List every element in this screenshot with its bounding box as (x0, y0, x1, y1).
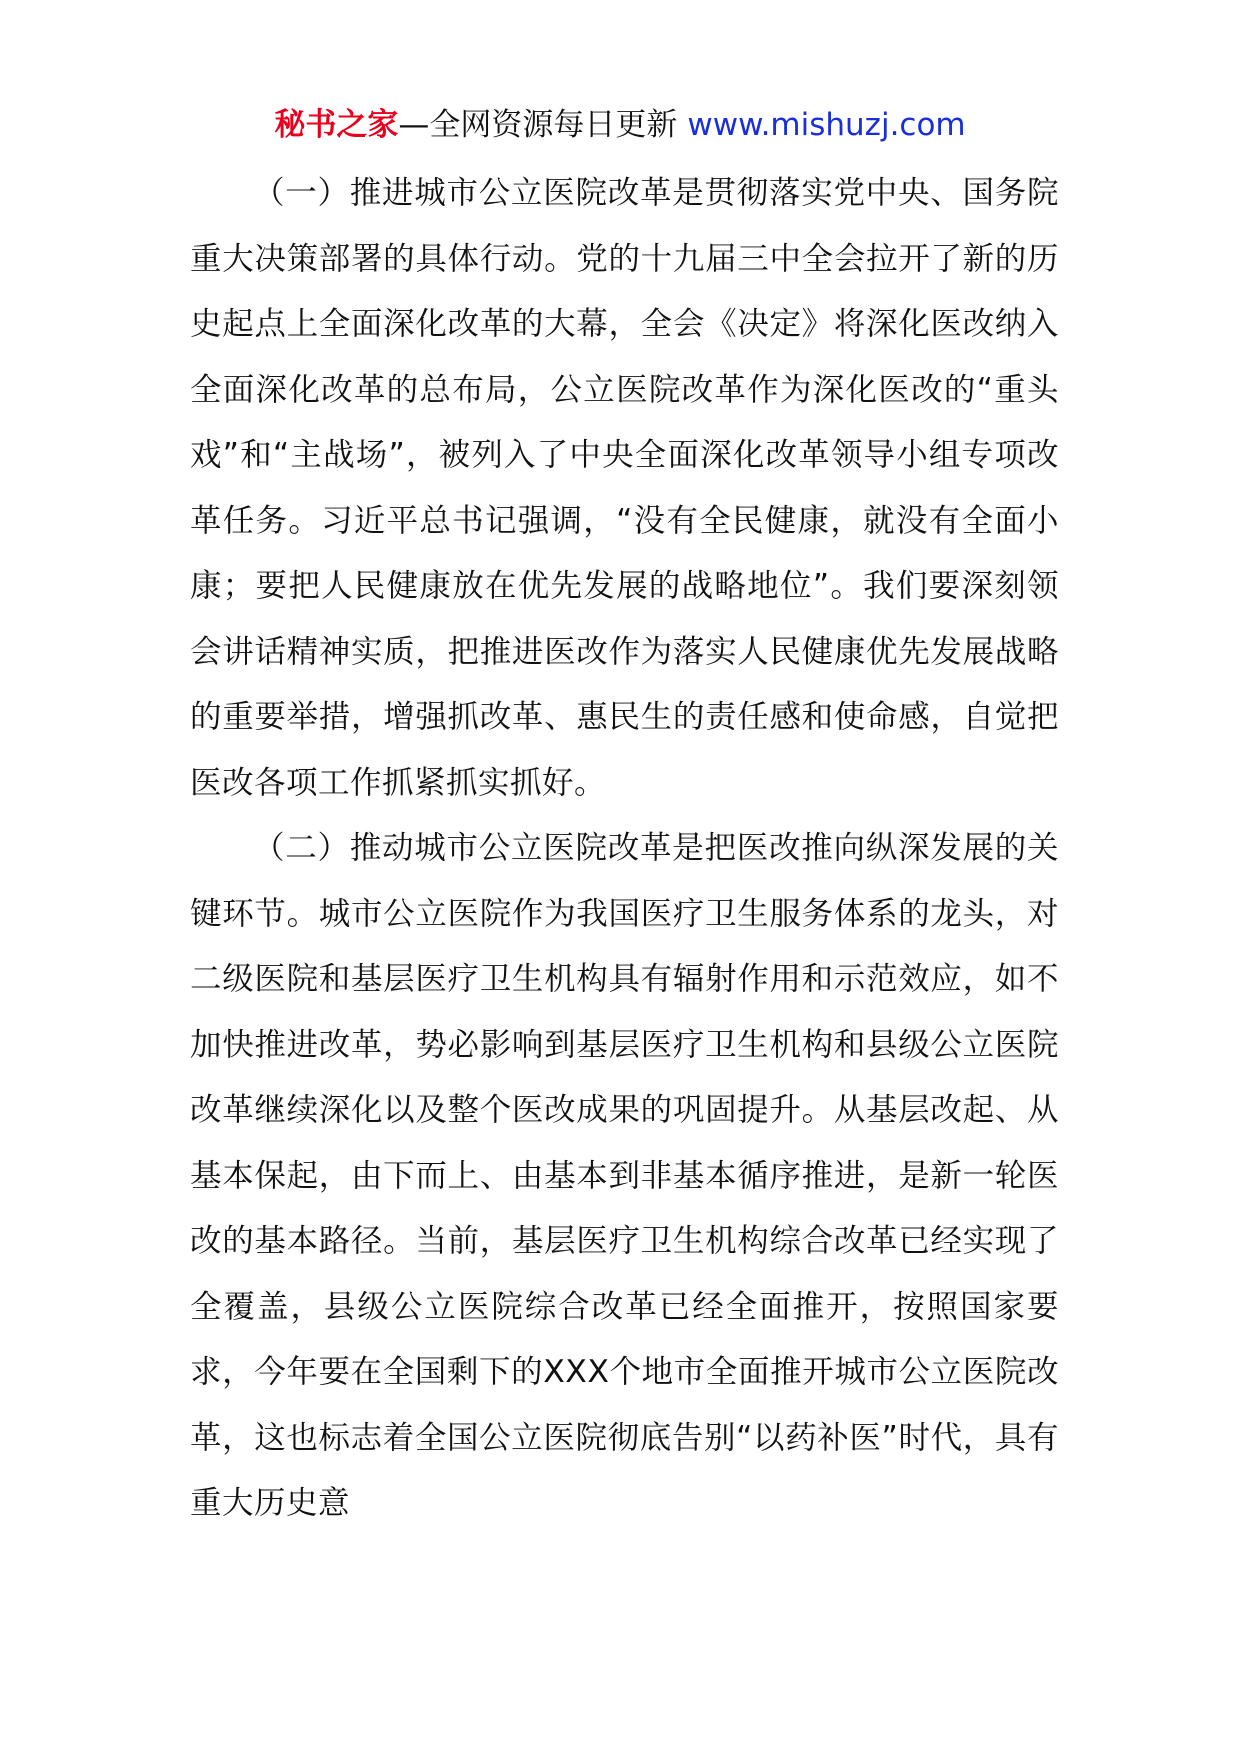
page-header (0, 100, 1240, 150)
paragraph-2: （二）推动城市公立医院改革是把医改推向纵深发展的关键环节。城市公立医院作为我国医疗卫生服务体系的龙头，对二级医院和基层医疗卫生机构具有辐射作用和示范效应，如不加快推进改革，势必影响到基层医疗卫生机构和县级公立医院改革继续深化以及整个医改成果的巩固提升。从基层改起、从基本保起，由下而上、由基本到非基本循序推进，是新一轮医改的基本路径。当前，基层医疗卫生机构综合改革已经实现了全覆盖，县级公立医院综合改革已经全面推开，按照国家要求，今年要在全国剩下的XXX个地市全面推开城市公立医院改革，这也标志着全国公立医院彻底告别“以药补医”时代，具有重大历史意 (190, 830, 1059, 1521)
document-body (190, 161, 1059, 1537)
brand-name: 秘书之家 (274, 107, 399, 143)
header-slogan: —全网资源每日更新 (398, 107, 678, 143)
website-link[interactable]: www.mishuzj.com (687, 107, 966, 143)
paragraph-1: （一）推进城市公立医院改革是贯彻落实党中央、国务院重大决策部署的具体行动。党的十九届三中全会拉开了新的历史起点上全面深化改革的大幕，全会《决定》将深化医改纳入全面深化改革的总布局，公立医院改革作为深化医改的“重头戏”和“主战场”，被列入了中央全面深化改革领导小组专项改革任务。习近平总书记强调，“没有全民健康，就没有全面小康；要把人民健康放在优先发展的战略地位”。我们要深刻领会讲话精神实质，把推进医改作为落实人民健康优先发展战略的重要举措，增强抓改革、惠民生的责任感和使命感，自觉把医改各项工作抓紧抓实抓好。 (190, 175, 1059, 801)
